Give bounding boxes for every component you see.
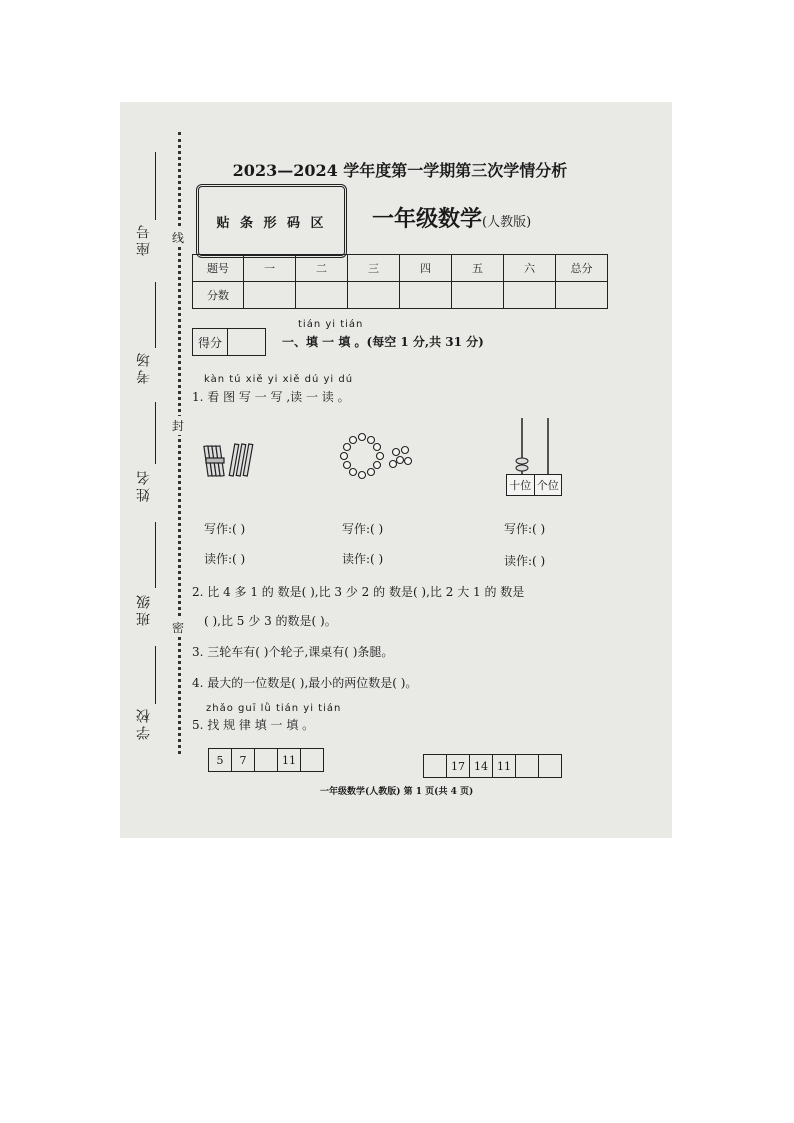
sequence-cell: 5 bbox=[209, 749, 232, 771]
q5-pinyin: zhǎo guī lǜ tián yi tián bbox=[206, 703, 342, 714]
abacus-tens-label: 十位 bbox=[507, 475, 535, 495]
q1-write-1[interactable]: 写作:( ) bbox=[204, 522, 246, 536]
stick-bundle-picture bbox=[202, 440, 254, 480]
section1-heading: 一、填 一 填 。(每空 1 分,共 31 分) bbox=[282, 335, 484, 349]
abacus-picture bbox=[510, 416, 560, 476]
sequence-cell: 11 bbox=[278, 749, 301, 771]
q2-line2: ( ),比 5 少 3 的数是( )。 bbox=[204, 614, 337, 628]
q1-write-2[interactable]: 写作:( ) bbox=[342, 522, 384, 536]
subject-name: 一年级数学 bbox=[372, 206, 483, 232]
score-cell[interactable] bbox=[244, 282, 296, 309]
q1-read-1[interactable]: 读作:( ) bbox=[204, 552, 246, 566]
score-col: 总分 bbox=[556, 255, 608, 282]
score-row-label: 分数 bbox=[193, 282, 244, 309]
q4-text: 4. 最大的一位数是( ),最小的两位数是( )。 bbox=[192, 676, 418, 690]
q5-text: 5. 找 规 律 填 一 填 。 bbox=[192, 718, 315, 732]
sequence-cell: 11 bbox=[493, 755, 516, 777]
score-cell[interactable] bbox=[452, 282, 504, 309]
bead-ring-picture bbox=[340, 432, 418, 482]
section-score-box bbox=[192, 328, 266, 356]
sequence-cell[interactable] bbox=[301, 749, 323, 771]
seat-number-label: 座号 bbox=[136, 222, 152, 256]
exam-room-label: 考场 bbox=[136, 350, 152, 384]
score-cell[interactable] bbox=[556, 282, 608, 309]
q1-read-2[interactable]: 读作:( ) bbox=[342, 552, 384, 566]
seat-number-blank bbox=[155, 152, 156, 220]
sequence-cell[interactable] bbox=[539, 755, 561, 777]
exam-room-blank bbox=[155, 282, 156, 348]
sequence-row-2 bbox=[423, 754, 562, 778]
q1-pinyin: kàn tú xiě yi xiě dú yi dú bbox=[204, 374, 354, 385]
subject-title bbox=[372, 202, 531, 233]
class-label: 班级 bbox=[136, 592, 152, 626]
score-col: 四 bbox=[400, 255, 452, 282]
score-col: 二 bbox=[296, 255, 348, 282]
abacus-place-value-box bbox=[506, 474, 562, 496]
q1-write-3[interactable]: 写作:( ) bbox=[504, 522, 546, 536]
barcode-label: 贴 条 形 码 区 bbox=[216, 215, 327, 231]
score-table-score-row bbox=[193, 282, 608, 309]
exam-page-photo bbox=[120, 102, 672, 838]
sequence-row-1 bbox=[208, 748, 324, 772]
seal-char-feng: 封 bbox=[172, 416, 184, 435]
name-label: 姓名 bbox=[136, 468, 152, 502]
score-col: 一 bbox=[244, 255, 296, 282]
sequence-cell[interactable] bbox=[424, 755, 447, 777]
score-row-label: 题号 bbox=[193, 255, 244, 282]
score-cell[interactable] bbox=[296, 282, 348, 309]
school-label: 学校 bbox=[136, 706, 152, 740]
section1-pinyin: tián yi tián bbox=[298, 319, 364, 330]
page-footer: 一年级数学(人教版) 第 1 页(共 4 页) bbox=[320, 787, 474, 797]
class-blank bbox=[155, 522, 156, 588]
name-blank bbox=[155, 402, 156, 464]
school-blank bbox=[155, 646, 156, 704]
sequence-cell: 17 bbox=[447, 755, 470, 777]
sequence-cell[interactable] bbox=[516, 755, 539, 777]
q1-text: 1. 看 图 写 一 写 ,读 一 读 。 bbox=[192, 390, 350, 404]
score-cell[interactable] bbox=[348, 282, 400, 309]
barcode-area bbox=[196, 184, 347, 258]
section-score-label: 得分 bbox=[193, 329, 228, 355]
seal-char-xian: 线 bbox=[172, 228, 184, 247]
score-col: 六 bbox=[504, 255, 556, 282]
exam-title: 2023—2024 学年度第一学期第三次学情分析 bbox=[232, 161, 568, 180]
sequence-cell[interactable] bbox=[255, 749, 278, 771]
q3-text: 3. 三轮车有( )个轮子,课桌有( )条腿。 bbox=[192, 645, 394, 659]
score-col: 三 bbox=[348, 255, 400, 282]
seal-char-mi: 密 bbox=[172, 618, 184, 637]
score-col: 五 bbox=[452, 255, 504, 282]
q2-line1: 2. 比 4 多 1 的 数是( ),比 3 少 2 的 数是( ),比 2 大 1 的 数是 bbox=[192, 585, 525, 599]
seal-dotted-line bbox=[178, 132, 181, 754]
score-table-header-row bbox=[193, 255, 608, 282]
score-table bbox=[192, 254, 608, 309]
abacus-ones-label: 个位 bbox=[536, 479, 559, 492]
sequence-cell: 7 bbox=[232, 749, 255, 771]
subject-edition: (人教版) bbox=[482, 215, 532, 230]
score-cell[interactable] bbox=[400, 282, 452, 309]
sequence-cell: 14 bbox=[470, 755, 493, 777]
score-cell[interactable] bbox=[504, 282, 556, 309]
q1-read-3[interactable]: 读作:( ) bbox=[504, 554, 546, 568]
